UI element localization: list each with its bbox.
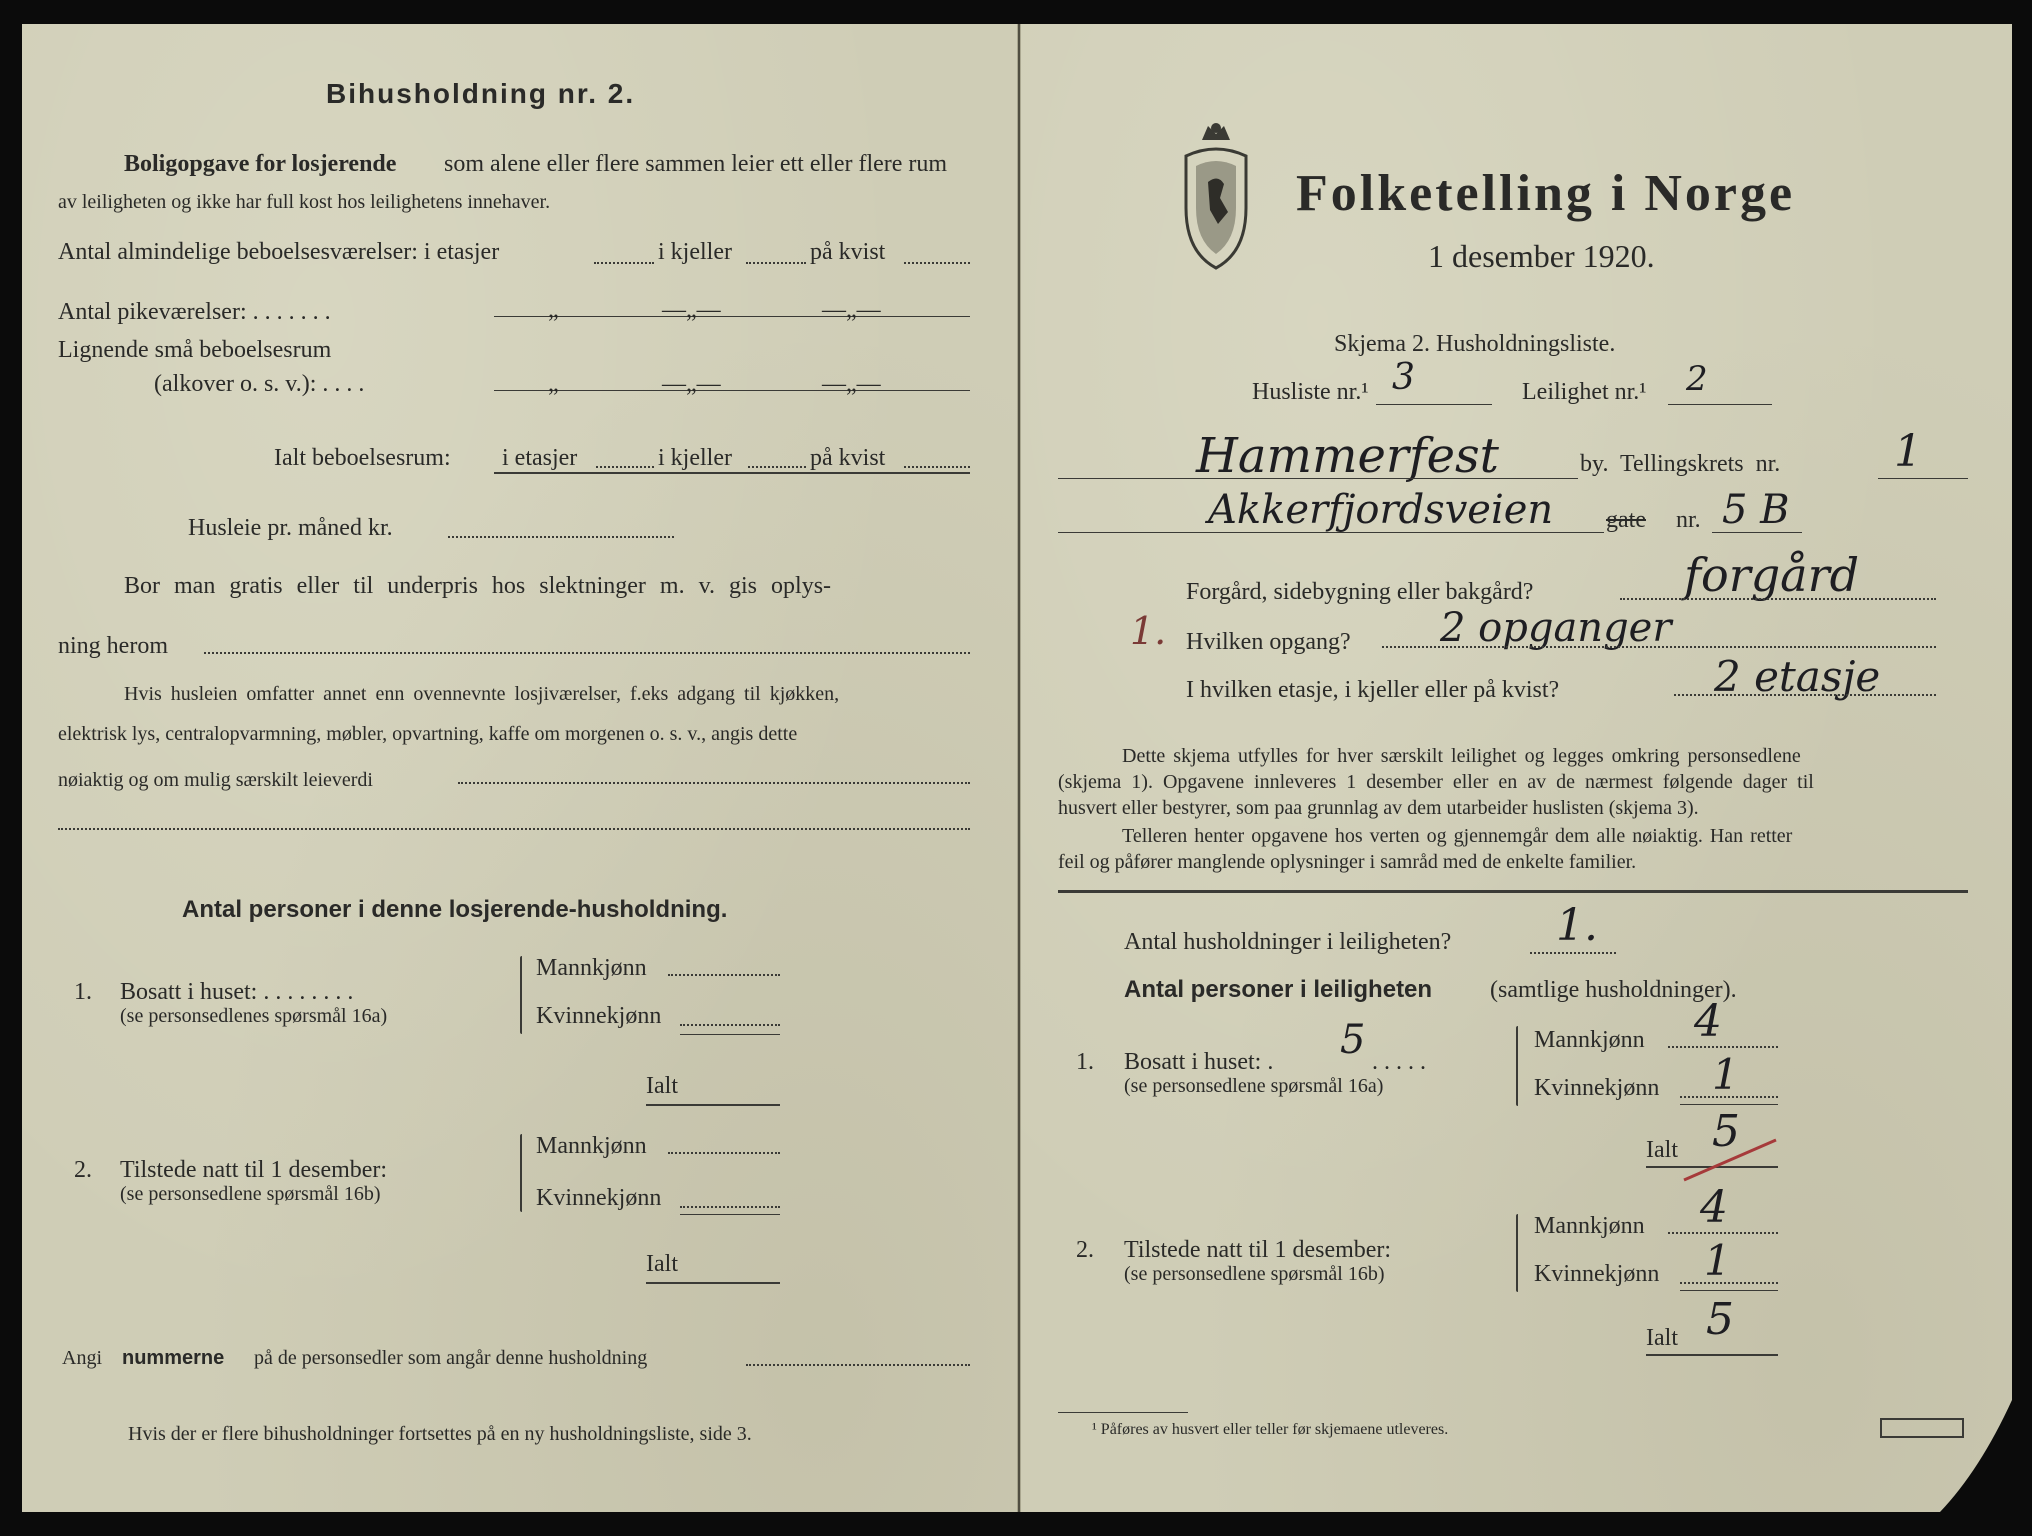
right-q2-sub: (se personsedlene spørsmål 16b) (1124, 1263, 1385, 1285)
left-q2-total: Ialt (646, 1251, 678, 1277)
a-husholdninger: 1. (1556, 900, 1598, 951)
numbers-b: nummerne (122, 1347, 225, 1369)
instruction-1: Dette skjema utfylles for hver særskilt leilighet og legges omkring personsedlene (1122, 745, 1801, 767)
intro-bold: Boligopgave for losjerende (124, 151, 397, 177)
rent-label: Husleie pr. måned kr. (188, 515, 393, 541)
right-q2-label: Tilstede natt til 1 desember: (1124, 1237, 1392, 1263)
row1-field-kjeller[interactable] (746, 262, 806, 264)
q-opgang: Hvilken opgang? (1186, 629, 1351, 655)
numbers-a: Angi (62, 1347, 102, 1369)
row1-end: på kvist (810, 239, 886, 265)
opgang-field[interactable] (1382, 646, 1936, 648)
free-line2: ning herom (58, 633, 168, 659)
right-persons-bold: Antal personer i leiligheten (1124, 976, 1433, 1003)
left-q2-female-field[interactable] (680, 1206, 780, 1208)
row4-end: på kvist (810, 445, 886, 471)
right-q2-male-value: 4 (1700, 1182, 1728, 1233)
inclusion-line2: elektrisk lys, centralopvarmning, møbler, opvartning, kaffe om morgenen o. s. v., angis dette (58, 723, 798, 745)
inclusion-field-2[interactable] (58, 828, 970, 830)
a-etasje: 2 etasje (1714, 652, 1881, 701)
right-q1-inline: 5 (1340, 1017, 1366, 1063)
street-field[interactable] (1058, 532, 1604, 533)
right-q2-num: 2. (1076, 1237, 1094, 1263)
left-q1-total-field[interactable] (646, 1104, 780, 1106)
row4-field-kvist[interactable] (904, 466, 970, 468)
instruction-5: feil og påfører manglende oplysninger i samråd med de enkelte familier. (1058, 851, 1637, 873)
left-q1-num: 1. (74, 979, 92, 1005)
footnote: ¹ Påføres av husvert eller teller før skjemaene utleveres. (1092, 1421, 1449, 1438)
strike-correction-icon (1680, 1136, 1780, 1186)
right-q2-female-field[interactable] (1680, 1282, 1778, 1284)
left-q2-male: Mannkjønn (536, 1133, 647, 1159)
left-persons-heading: Antal personer i denne losjerende-husholdning. (182, 896, 728, 923)
right-q2-total: Ialt (1646, 1325, 1678, 1351)
inclusion-line1: Hvis husleien omfatter annet enn ovennevnte losjiværelser, f.eks adgang til kjøkken, (124, 683, 840, 705)
row1-label: Antal almindelige beboelsesværelser: i etasjer (58, 239, 500, 265)
row3-label-b: (alkover o. s. v.): . . . . (154, 371, 365, 397)
row1-field-kvist[interactable] (904, 262, 970, 264)
row4-mid: i kjeller (658, 445, 732, 471)
footnote-rule (1058, 1412, 1188, 1413)
etasje-field[interactable] (1674, 694, 1936, 696)
left-q1-male-field[interactable] (668, 974, 780, 976)
schema-label: Skjema 2. Husholdningsliste. (1334, 331, 1616, 357)
right-q2-sum-line (1680, 1290, 1778, 1291)
left-q2-label: Tilstede natt til 1 desember: (120, 1157, 388, 1183)
left-q2-num: 2. (74, 1157, 92, 1183)
right-q2-female: Kvinnekjønn (1534, 1261, 1660, 1287)
row2-mark-2: —„— (662, 297, 721, 323)
free-line1: Bor man gratis eller til underpris hos slektninger m. v. gis oplys- (124, 573, 832, 599)
left-q2-sum-line (680, 1214, 780, 1215)
page-fold (1017, 24, 1021, 1512)
right-date: 1 desember 1920. (1428, 238, 1655, 274)
q-etasje: I hvilken etasje, i kjeller eller på kvist? (1186, 677, 1560, 703)
instruction-2: (skjema 1). Opgavene innleveres 1 desember eller en av de nærmest følgende dager til (1058, 771, 1814, 793)
right-q2-female-value: 1 (1704, 1236, 1731, 1285)
husliste-field[interactable] (1376, 404, 1492, 405)
row3-mark-3: —„— (822, 371, 881, 397)
left-q2-sub: (se personsedlene spørsmål 16b) (120, 1183, 381, 1205)
leilighet-field[interactable] (1668, 404, 1772, 405)
nr-field[interactable] (1712, 532, 1802, 533)
row4-field-etasjer[interactable] (596, 466, 654, 468)
inclusion-line3: nøiaktig og om mulig særskilt leieverdi (58, 769, 373, 791)
row2-field[interactable] (494, 316, 970, 317)
numbers-field[interactable] (746, 1364, 970, 1366)
section-divider (1058, 890, 1968, 893)
city-field[interactable] (1058, 478, 1578, 479)
left-q1-brace (520, 956, 522, 1034)
right-q1-total-value: 5 (1712, 1106, 1740, 1157)
left-title: Bihusholdning nr. 2. (326, 78, 636, 109)
row3-label-a: Lignende små beboelsesrum (58, 337, 332, 363)
right-q1-female: Kvinnekjønn (1534, 1075, 1660, 1101)
right-q1-total: Ialt (1646, 1137, 1678, 1163)
nr-value: 5 B (1722, 487, 1790, 533)
intro-rest: som alene eller flere sammen leier ett eller flere rum (444, 151, 948, 177)
right-q1-sub: (se personsedlene spørsmål 16a) (1124, 1075, 1384, 1097)
city-label: by. Tellingskrets nr. (1580, 451, 1781, 477)
right-q1-female-value: 1 (1712, 1050, 1739, 1099)
right-q1-num: 1. (1076, 1049, 1094, 1075)
rent-field[interactable] (448, 536, 674, 538)
right-title: Folketelling i Norge (1296, 165, 1796, 222)
krets-field[interactable] (1878, 478, 1968, 479)
husliste-label: Husliste nr.¹ (1252, 379, 1369, 405)
free-field[interactable] (204, 652, 970, 654)
left-q1-sub: (se personsedlenes spørsmål 16a) (120, 1005, 388, 1027)
leilighet-label: Leilighet nr.¹ (1522, 379, 1647, 405)
left-q1-female: Kvinnekjønn (536, 1003, 662, 1029)
right-q1-sum-line (1680, 1104, 1778, 1105)
continue-note: Hvis der er flere bihusholdninger fortsettes på en ny husholdningsliste, side 3. (128, 1423, 752, 1445)
row1-mid: i kjeller (658, 239, 732, 265)
krets-value: 1 (1894, 426, 1922, 477)
torn-corner (1900, 1400, 2012, 1512)
instruction-4: Telleren henter opgavene hos verten og gjennemgår dem alle nøiaktig. Han retter (1122, 825, 1793, 847)
margin-mark: 1. (1130, 609, 1167, 653)
left-q2-male-field[interactable] (668, 1152, 780, 1154)
left-q2-total-field[interactable] (646, 1282, 780, 1284)
right-q1-male-value: 4 (1694, 996, 1722, 1047)
city-value: Hammerfest (1196, 428, 1499, 484)
right-q1-dots: . . . . . (1372, 1049, 1426, 1075)
right-q1-brace (1516, 1026, 1518, 1106)
right-q2-total-field[interactable] (1646, 1354, 1778, 1356)
right-q2-brace (1516, 1214, 1518, 1292)
forgard-field[interactable] (1620, 598, 1936, 600)
leilighet-value: 2 (1686, 359, 1708, 399)
row2-label: Antal pikeværelser: . . . . . . . (58, 299, 331, 325)
left-q1-total: Ialt (646, 1073, 678, 1099)
left-q1-female-field[interactable] (680, 1024, 780, 1026)
right-q1-male-field[interactable] (1668, 1046, 1778, 1048)
intro-line2: av leiligheten og ikke har full kost hos leilighetens innehaver. (58, 191, 551, 213)
row2-mark-3: —„— (822, 297, 881, 323)
street-value: Akkerfjordsveien (1208, 487, 1554, 533)
numbers-c: på de personsedler som angår denne husholdning (254, 1347, 648, 1369)
left-q1-sum-line (680, 1034, 780, 1035)
coat-of-arms-icon (1174, 112, 1258, 272)
husholdninger-field[interactable] (1530, 952, 1616, 954)
right-q1-male: Mannkjønn (1534, 1027, 1645, 1053)
q-forgard: Forgård, sidebygning eller bakgård? (1186, 579, 1534, 605)
right-persons-rest: (samtlige husholdninger). (1490, 977, 1737, 1003)
row4-label: Ialt beboelsesrum: (274, 445, 451, 471)
row2-mark-1: „ (548, 297, 559, 323)
instruction-3: husvert eller bestyrer, som paa grunnlag av dem utarbeider huslisten (skjema 3). (1058, 797, 1699, 819)
left-q2-female: Kvinnekjønn (536, 1185, 662, 1211)
left-q1-label: Bosatt i huset: . . . . . . . . (120, 979, 354, 1005)
right-q2-total-value: 5 (1706, 1294, 1734, 1345)
row4-field-kjeller[interactable] (748, 466, 806, 468)
gate-label: gate (1606, 507, 1646, 533)
inclusion-field[interactable] (458, 782, 970, 784)
right-q2-male: Mannkjønn (1534, 1213, 1645, 1239)
nr-label: nr. (1676, 507, 1701, 533)
row3-mark-1: „ (548, 371, 559, 397)
right-q1-female-field[interactable] (1680, 1096, 1778, 1098)
row4-a: i etasjer (502, 445, 578, 471)
q-husholdninger: Antal husholdninger i leiligheten? (1124, 929, 1452, 955)
husliste-value: 3 (1392, 357, 1415, 398)
left-q2-brace (520, 1134, 522, 1212)
row3-mark-2: —„— (662, 371, 721, 397)
row3-field[interactable] (494, 390, 970, 391)
right-q2-male-field[interactable] (1668, 1232, 1778, 1234)
row1-field-etasjer[interactable] (594, 262, 654, 264)
row4-underline (494, 472, 970, 474)
right-q1-label: Bosatt i huset: . (1124, 1049, 1274, 1075)
a-forgard: forgård (1684, 548, 1860, 602)
left-q1-male: Mannkjønn (536, 955, 647, 981)
a-opgang: 2 opganger (1440, 605, 1672, 651)
